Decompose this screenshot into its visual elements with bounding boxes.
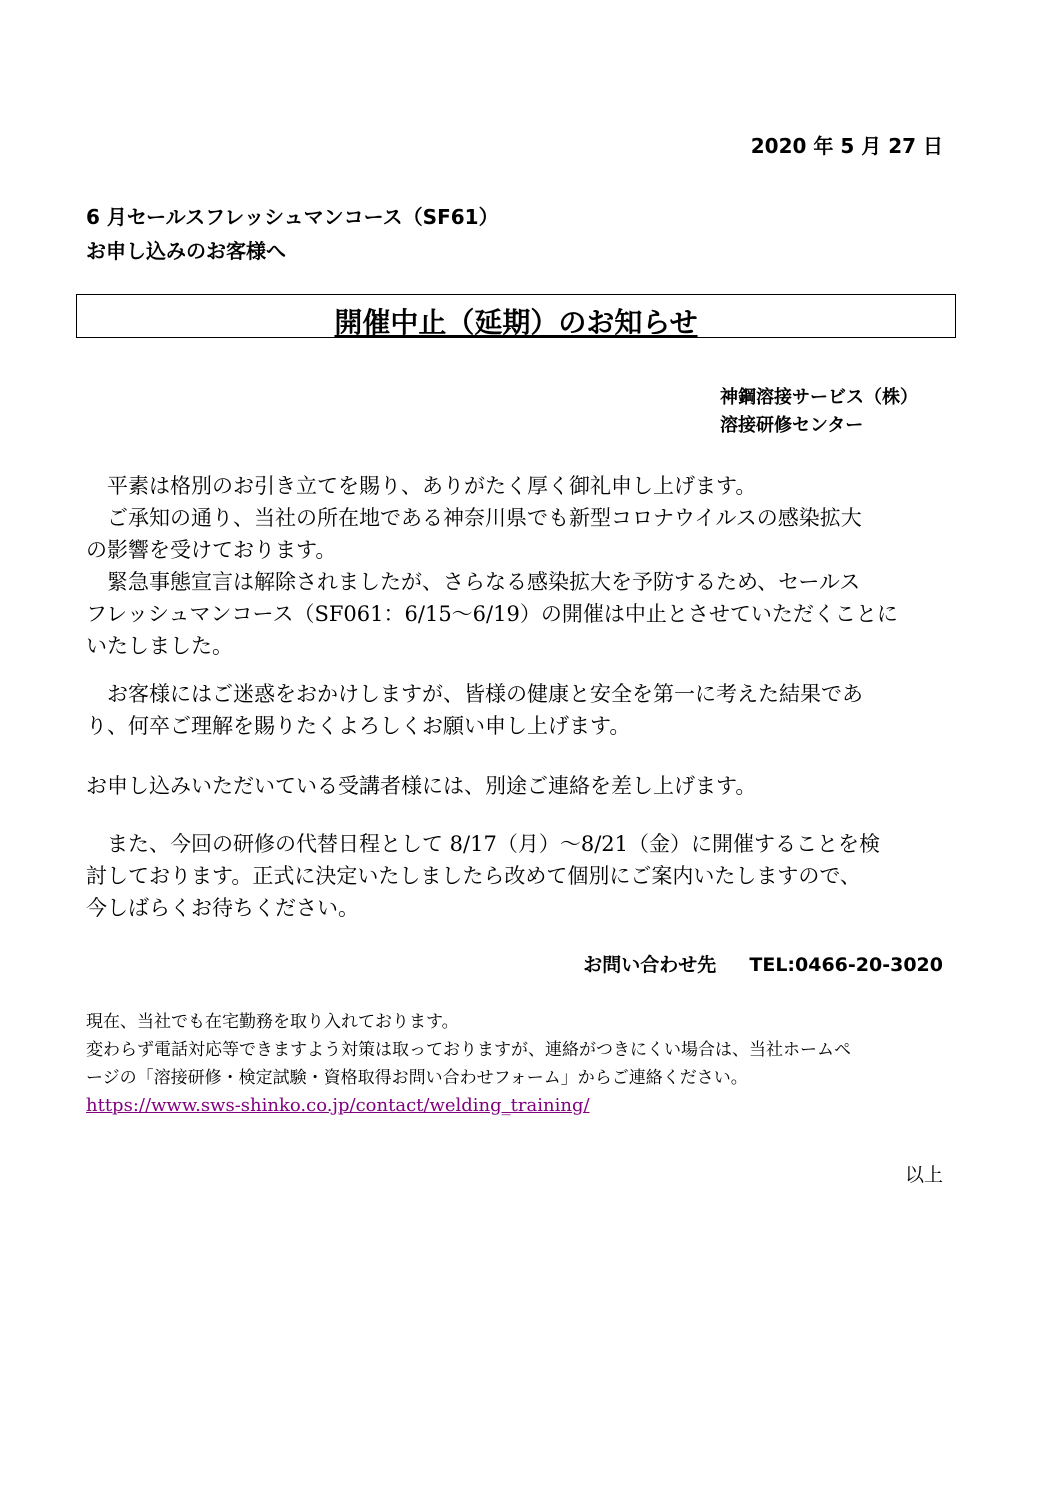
body-line: 討しております。正式に決定いたしましたら改めて個別にご案内いたしますので、 [86,864,861,888]
body-paragraph-3 [86,770,966,802]
sender-block [720,384,918,440]
recipient-course: 6 月セールスフレッシュマンコース（SF61） [86,205,499,229]
title-box [76,294,956,338]
recipient-customers: お申し込みのお客様へ [86,239,286,263]
notes-line: 変わらず電話対応等できますよう対策は取っておりますが、連絡がつきにくい場合は、当社ホームペ [86,1040,851,1060]
body-paragraph-1 [86,470,966,662]
contact-label: お問い合わせ先 [583,954,717,976]
notes-block [86,1008,851,1120]
contact-form-link[interactable]: https://www.sws-shinko.co.jp/contact/welding_training/ [86,1095,590,1116]
body-line: お客様にはご迷惑をおかけしますが、皆様の健康と安全を第一に考えた結果であ [86,682,863,706]
body-paragraph-2 [86,678,966,742]
recipient-block [86,200,499,268]
notes-line: 現在、当社でも在宅勤務を取り入れております。 [86,1012,459,1032]
contact-info [583,950,943,977]
body-line: り、何卒ご理解を賜りたくよろしくお願い申し上げます。 [86,714,631,738]
body-line: ご承知の通り、当社の所在地である神奈川県でも新型コロナウイルスの感染拡大 [86,506,862,530]
body-line: フレッシュマンコース（SF061：6/15～6/19）の開催は中止とさせていただくことに [86,602,898,626]
sender-company: 神鋼溶接サービス（株） [720,387,918,408]
notes-line: ージの「溶接研修・検定試験・資格取得お問い合わせフォーム」からご連絡ください。 [86,1068,748,1088]
body-line: 今しばらくお待ちください。 [86,896,359,920]
document-title: 開催中止（延期）のお知らせ [334,306,698,339]
body-line: 平素は格別のお引き立てを賜り、ありがたく厚く御礼申し上げます。 [86,474,757,498]
body-line: また、今回の研修の代替日程として 8/17（月）～8/21（金）に開催することを検 [86,832,880,856]
body-paragraph-4 [86,828,966,924]
closing-mark: 以上 [904,1164,943,1186]
body-line: の影響を受けております。 [86,538,337,562]
body-line: 緊急事態宣言は解除されましたが、さらなる感染拡大を予防するため、セールス [86,570,861,594]
body-line: いたしました。 [86,634,233,658]
body-line: お申し込みいただいている受講者様には、別途ご連絡を差し上げます。 [86,774,757,798]
document-date: 2020 年 5 月 27 日 [750,134,943,158]
contact-tel: TEL:0466-20-3020 [749,954,943,976]
sender-department: 溶接研修センター [720,415,864,436]
